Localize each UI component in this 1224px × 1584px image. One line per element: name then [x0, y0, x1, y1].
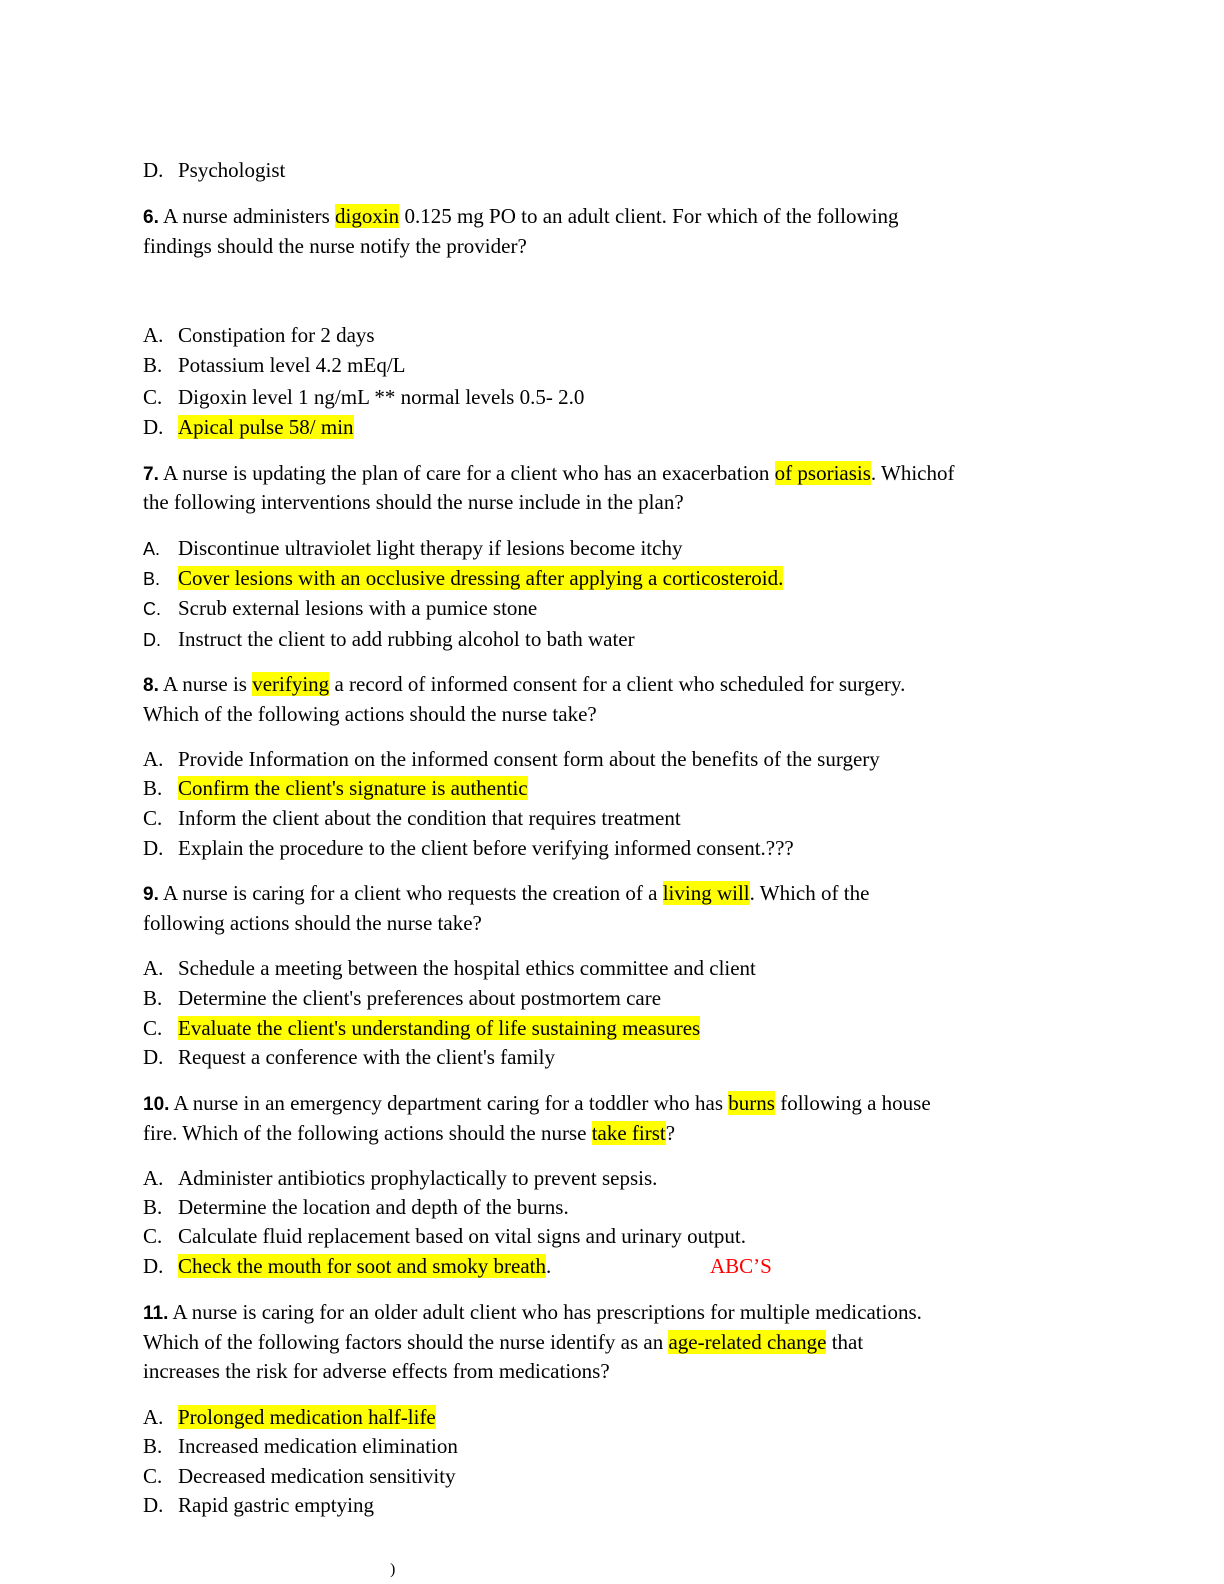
q8-option-b: B. Confirm the client's signature is authentic	[143, 776, 528, 800]
question-8-stem-cont: Which of the following actions should the nurse take?	[143, 702, 597, 726]
highlight: digoxin	[335, 204, 400, 228]
question-11-stem-cont-2: increases the risk for adverse effects from medications?	[143, 1359, 610, 1383]
question-9-stem: 9. A nurse is caring for a client who requests the creation of a living will. Which of the	[143, 881, 870, 905]
question-10-stem: 10. A nurse in an emergency department caring for a toddler who has burns following a house	[143, 1091, 931, 1115]
q6-option-a: A. Constipation for 2 days	[143, 323, 375, 347]
q6-option-d: D. Apical pulse 58/ min	[143, 415, 354, 439]
q10-option-b: B. Determine the location and depth of the burns.	[143, 1195, 569, 1219]
question-8-stem: 8. A nurse is verifying a record of informed consent for a client who scheduled for surgery.	[143, 672, 906, 696]
option-d-prev: D. Psychologist	[143, 158, 286, 182]
footer-mark: )	[390, 1561, 396, 1578]
question-9-stem-cont: following actions should the nurse take?	[143, 911, 482, 935]
q7-option-c: C. Scrub external lesions with a pumice stone	[143, 596, 538, 620]
q6-option-b: B. Potassium level 4.2 mEq/L	[143, 353, 406, 377]
highlighted-answer: Cover lesions with an occlusive dressing after applying a corticosteroid.	[178, 566, 784, 590]
question-7-stem: 7. A nurse is updating the plan of care for a client who has an exacerbation of psoriasis. Whichof	[143, 461, 955, 485]
q7-option-b: B. Cover lesions with an occlusive dressing after applying a corticosteroid.	[143, 566, 784, 590]
q9-option-c: C. Evaluate the client's understanding of life sustaining measures	[143, 1016, 701, 1040]
highlighted-answer: Check the mouth for soot and smoky breath	[178, 1254, 547, 1278]
highlighted-answer: Confirm the client's signature is authentic	[178, 776, 528, 800]
q11-option-a: A. Prolonged medication half-life	[143, 1405, 436, 1429]
q7-option-d: D. Instruct the client to add rubbing alcohol to bath water	[143, 627, 635, 651]
question-7-stem-cont: the following interventions should the nurse include in the plan?	[143, 490, 684, 514]
highlight: take first	[591, 1121, 666, 1145]
question-6-stem: 6. A nurse administers digoxin 0.125 mg PO to an adult client. For which of the following	[143, 204, 899, 228]
highlighted-answer: Evaluate the client's understanding of life sustaining measures	[178, 1016, 701, 1040]
highlight: of psoriasis	[774, 461, 871, 485]
q7-option-a: A. Discontinue ultraviolet light therapy if lesions become itchy	[143, 536, 683, 560]
q6-option-c: C. Digoxin level 1 ng/mL ** normal levels 0.5- 2.0	[143, 385, 585, 409]
q11-option-b: B. Increased medication elimination	[143, 1434, 458, 1458]
question-6-stem-cont: findings should the nurse notify the provider?	[143, 234, 527, 258]
question-10-stem-cont: fire. Which of the following actions should the nurse take first?	[143, 1121, 676, 1145]
q8-option-c: C. Inform the client about the condition that requires treatment	[143, 806, 681, 830]
highlighted-answer: Prolonged medication half-life	[178, 1405, 436, 1429]
highlight: age-related change	[668, 1330, 827, 1354]
q9-option-d: D. Request a conference with the client's family	[143, 1045, 555, 1069]
q10-option-d: D. Check the mouth for soot and smoky breath.	[143, 1254, 552, 1278]
annotation-note: ABC’S	[710, 1254, 772, 1278]
q11-option-c: C. Decreased medication sensitivity	[143, 1464, 456, 1488]
q10-option-c: C. Calculate fluid replacement based on vital signs and urinary output.	[143, 1224, 747, 1248]
q8-option-a: A. Provide Information on the informed consent form about the benefits of the surgery	[143, 747, 880, 771]
q8-option-d: D. Explain the procedure to the client before verifying informed consent.???	[143, 836, 794, 860]
question-11-stem-cont: Which of the following factors should the nurse identify as an age-related change that	[143, 1330, 864, 1354]
q9-option-a: A. Schedule a meeting between the hospital ethics committee and client	[143, 956, 756, 980]
highlight: burns	[728, 1091, 775, 1115]
question-11-stem: 11. A nurse is caring for an older adult client who has prescriptions for multiple medications.	[143, 1300, 922, 1324]
q11-option-d: D. Rapid gastric emptying	[143, 1493, 374, 1517]
highlight: verifying	[252, 672, 330, 696]
highlighted-answer: Apical pulse 58/ min	[178, 415, 354, 439]
q10-option-a: A. Administer antibiotics prophylactically to prevent sepsis.	[143, 1166, 658, 1190]
highlight: living will	[662, 881, 750, 905]
q9-option-b: B. Determine the client's preferences about postmortem care	[143, 986, 662, 1010]
